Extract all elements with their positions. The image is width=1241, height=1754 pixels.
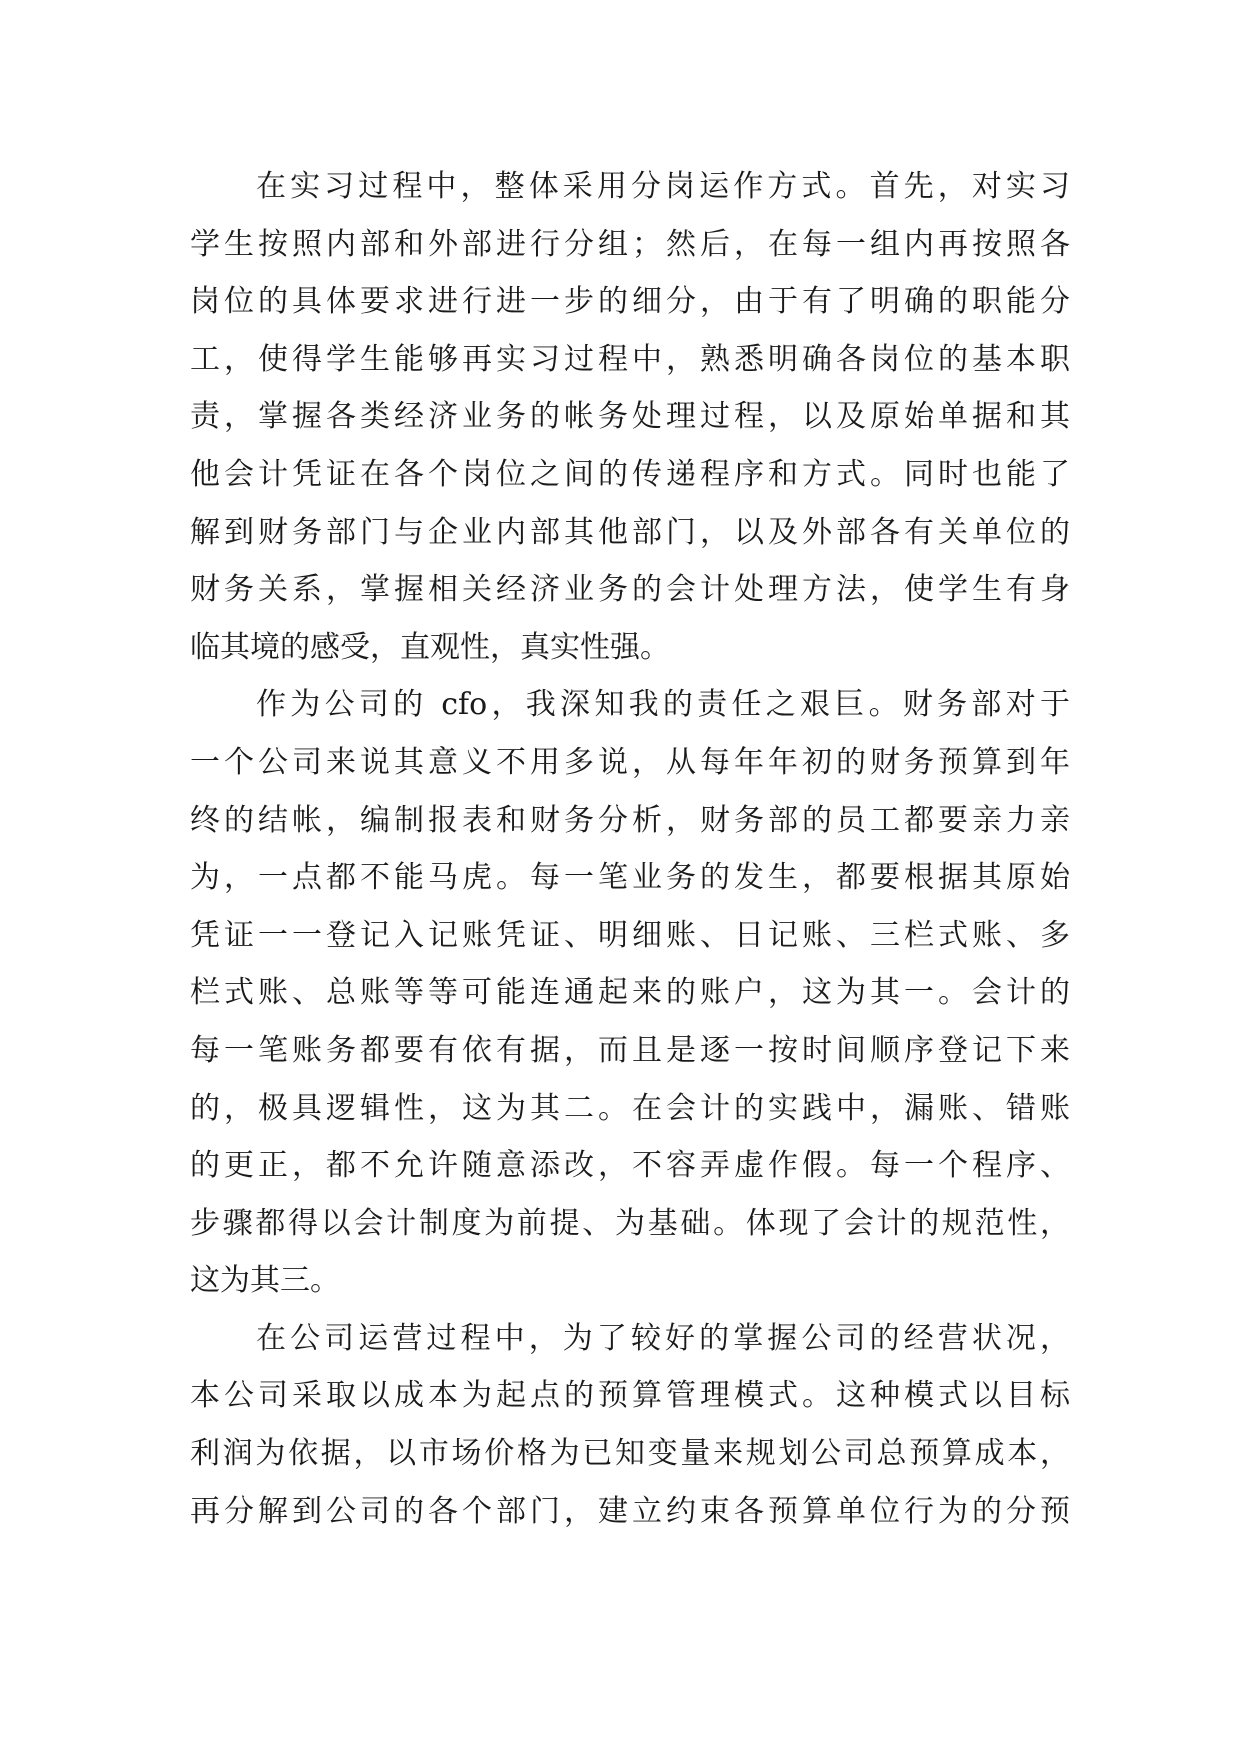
text-line: 一个公司来说其意义不用多说，从每年年初的财务预算到年	[190, 744, 1070, 780]
text-line: 本公司采取以成本为起点的预算管理模式。这种模式以目标	[190, 1378, 1070, 1414]
text-line: 岗位的具体要求进行进一步的细分，由于有了明确的职能分	[190, 284, 1070, 320]
paragraph	[190, 158, 1070, 676]
text-line: 再分解到公司的各个部门，建立约束各预算单位行为的分预	[190, 1493, 1070, 1529]
text-line: 临其境的感受，直观性，真实性强。	[190, 629, 670, 665]
text-line: 这为其三。	[190, 1263, 340, 1299]
text-line: 栏式账、总账等等可能连通起来的账户，这为其一。会计的	[190, 975, 1070, 1011]
text-line: 的更正，都不允许随意添改，不容弄虚作假。每一个程序、	[190, 1148, 1070, 1184]
text-line: 利润为依据，以市场价格为已知变量来规划公司总预算成本，	[190, 1436, 1070, 1472]
text-line: 步骤都得以会计制度为前提、为基础。体现了会计的规范性，	[190, 1205, 1070, 1241]
paragraph	[190, 1310, 1070, 1540]
text-line: 的，极具逻辑性，这为其二。在会计的实践中，漏账、错账	[190, 1090, 1070, 1126]
text-line: 工，使得学生能够再实习过程中，熟悉明确各岗位的基本职	[190, 341, 1070, 377]
text-line: 作为公司的 cfo，我深知我的责任之艰巨。财务部对于	[256, 687, 1070, 723]
document-body	[190, 158, 1070, 1540]
text-line: 解到财务部门与企业内部其他部门，以及外部各有关单位的	[190, 514, 1070, 550]
text-line: 每一笔账务都要有依有据，而且是逐一按时间顺序登记下来	[190, 1032, 1070, 1068]
text-line: 为，一点都不能马虎。每一笔业务的发生，都要根据其原始	[190, 860, 1070, 896]
text-line: 学生按照内部和外部进行分组；然后，在每一组内再按照各	[190, 226, 1070, 262]
paragraph	[190, 676, 1070, 1310]
text-line: 凭证一一登记入记账凭证、明细账、日记账、三栏式账、多	[190, 917, 1070, 953]
text-line: 在公司运营过程中，为了较好的掌握公司的经营状况，	[256, 1320, 1070, 1356]
text-line: 在实习过程中，整体采用分岗运作方式。首先，对实习	[256, 169, 1070, 204]
text-line: 终的结帐，编制报表和财务分析，财务部的员工都要亲力亲	[190, 802, 1070, 838]
text-line: 责，掌握各类经济业务的帐务处理过程，以及原始单据和其	[190, 399, 1070, 435]
text-line: 他会计凭证在各个岗位之间的传递程序和方式。同时也能了	[190, 456, 1070, 492]
text-line: 财务关系，掌握相关经济业务的会计处理方法，使学生有身	[190, 572, 1070, 608]
